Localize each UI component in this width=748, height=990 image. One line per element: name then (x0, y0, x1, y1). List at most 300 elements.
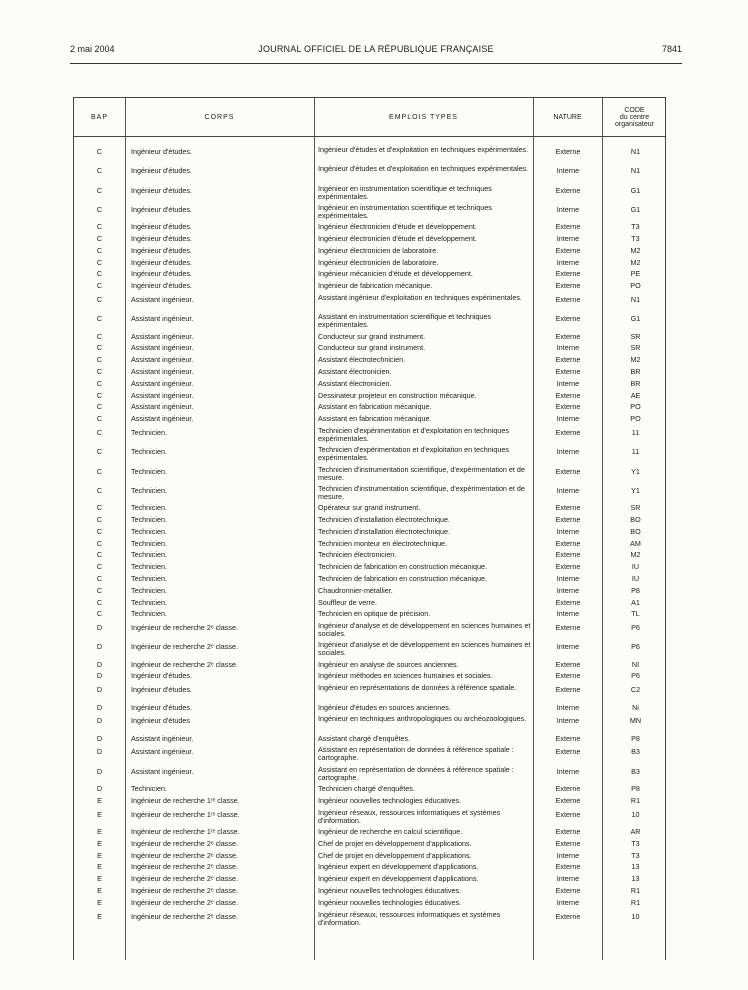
cell-corps: Ingénieur d'études (131, 716, 190, 726)
table-header (74, 98, 665, 137)
cell-nature: Externe (555, 503, 581, 513)
cell-bap: C (96, 466, 103, 476)
cell-corps: Assistant ingénieur. (131, 402, 194, 412)
cell-emploi-type: Assistant électrotechnicien. (318, 355, 406, 365)
cell-bap: C (96, 185, 103, 195)
cell-corps: Ingénieur d'études. (131, 185, 192, 195)
cell-bap: C (96, 414, 103, 424)
cell-emploi-type: Assistant chargé d'enquêtes. (318, 733, 411, 743)
cell-nature: Externe (555, 685, 581, 695)
cell-corps: Technicien. (131, 784, 167, 794)
header-emplois-types: EMPLOIS TYPES (389, 113, 458, 121)
cell-bap: E (97, 911, 102, 921)
cell-emploi-type: Ingénieur en instrumentation scientifique et techniques expérimentales. (318, 202, 492, 220)
cell-nature: Interne (556, 233, 580, 243)
cell-code: PO (630, 414, 641, 424)
cell-code: B3 (631, 766, 640, 776)
table-row (74, 294, 665, 313)
cell-bap: D (96, 733, 103, 743)
cell-bap: C (96, 485, 103, 495)
cell-emploi-type: Technicien d'instrumentation scientifique, d'expérimentation et de mesure. (318, 483, 525, 501)
cell-nature: Interne (556, 257, 580, 267)
cell-emploi-type: Assistant ingénieur d'exploitation en techniques expérimentales. (318, 292, 522, 302)
table-row (74, 684, 665, 703)
cell-bap: C (96, 402, 103, 412)
cell-code: P8 (631, 784, 640, 794)
cell-corps: Assistant ingénieur. (131, 766, 194, 776)
cell-corps: Ingénieur de recherche 1ʳᵉ classe. (131, 809, 240, 819)
cell-code: 13 (631, 862, 640, 872)
cell-bap: C (96, 233, 103, 243)
cell-emploi-type: Ingénieur en techniques anthropologiques ou archéozoologiques. (318, 714, 527, 724)
cell-nature: Externe (555, 331, 581, 341)
header-code-line3: organisateur (615, 120, 654, 128)
cell-nature: Externe (555, 784, 581, 794)
table-row (74, 466, 665, 485)
cell-nature: Externe (555, 671, 581, 681)
cell-code: P8 (631, 733, 640, 743)
cell-bap: C (96, 597, 103, 607)
page-number: 7841 (661, 44, 682, 54)
table-row (74, 828, 665, 840)
cell-bap: C (96, 447, 103, 457)
cell-code: G1 (630, 185, 641, 195)
cell-nature: Externe (555, 402, 581, 412)
cell-emploi-type: Ingénieur expert en développement d'applications. (318, 862, 479, 872)
cell-bap: C (96, 294, 103, 304)
header-rule (70, 63, 682, 64)
cell-emploi-type: Assistant électronicien. (318, 366, 392, 376)
cell-code: T3 (631, 233, 640, 243)
table-body (74, 146, 665, 930)
cell-code: B3 (631, 747, 640, 757)
header-code-line1: CODE (624, 106, 645, 114)
cell-emploi-type: Ingénieur de recherche en calcul scientifique. (318, 826, 463, 836)
cell-bap: C (96, 526, 103, 536)
cell-code: 10 (631, 809, 640, 819)
cell-code: BO (630, 514, 641, 524)
cell-nature: Externe (555, 911, 581, 921)
table-row (74, 809, 665, 828)
cell-bap: C (96, 245, 103, 255)
cell-code: IU (631, 573, 640, 583)
cell-emploi-type: Technicien d'installation électrotechnique. (318, 526, 451, 536)
cell-corps: Technicien. (131, 597, 167, 607)
cell-nature: Interne (556, 850, 580, 860)
cell-corps: Ingénieur de recherche 2ᵉ classe. (131, 897, 238, 907)
cell-corps: Ingénieur de recherche 2ᵉ classe. (131, 885, 238, 895)
cell-emploi-type: Chef de projet en développement d'applications. (318, 838, 472, 848)
cell-code: PO (630, 281, 641, 291)
cell-nature: Interne (556, 716, 580, 726)
cell-nature: Externe (555, 826, 581, 836)
cell-corps: Ingénieur de recherche 2ᵉ classe. (131, 659, 238, 669)
cell-bap: D (96, 642, 103, 652)
table-row (74, 641, 665, 660)
cell-nature: Externe (555, 623, 581, 633)
cell-nature: Externe (555, 390, 581, 400)
cell-bap: C (96, 257, 103, 267)
table-row (74, 146, 665, 165)
cell-corps: Ingénieur de recherche 2ᵉ classe. (131, 642, 238, 652)
cell-emploi-type: Technicien monteur en électrotechnique. (318, 538, 448, 548)
cell-code: P8 (631, 585, 640, 595)
cell-code: AE (630, 390, 641, 400)
cell-nature: Externe (555, 427, 581, 437)
cell-corps: Ingénieur d'études. (131, 281, 192, 291)
cell-bap: C (96, 343, 103, 353)
cell-corps: Assistant ingénieur. (131, 733, 194, 743)
cell-emploi-type: Ingénieur d'études et d'exploitation en techniques expérimentales. (318, 145, 529, 154)
cell-emploi-type: Ingénieur d'études et d'exploitation en techniques expérimentales. (318, 164, 529, 174)
cell-nature: Interne (556, 378, 580, 388)
cell-corps: Technicien. (131, 427, 167, 437)
cell-bap: E (97, 885, 102, 895)
cell-corps: Assistant ingénieur. (131, 747, 194, 757)
header-date: 2 mai 2004 (70, 44, 115, 54)
cell-emploi-type: Ingénieur de fabrication mécanique. (318, 281, 433, 291)
cell-emploi-type: Technicien de fabrication en construction mécanique. (318, 573, 488, 583)
table-row (74, 587, 665, 599)
cell-bap: D (96, 702, 103, 712)
cell-code: A1 (631, 597, 640, 607)
cell-emploi-type: Ingénieur nouvelles technologies éducatives. (318, 897, 462, 907)
cell-bap: C (96, 204, 103, 214)
header-bap: BAP (90, 113, 108, 121)
cell-emploi-type: Souffleur de verre. (318, 597, 377, 607)
cell-emploi-type: Technicien d'expérimentation et d'exploitation en techniques expérimentales. (318, 425, 509, 443)
cell-code: BR (630, 378, 641, 388)
cell-emploi-type: Ingénieur mécanicien d'étude et développement. (318, 269, 473, 279)
cell-nature: Interne (556, 485, 580, 495)
cell-code: N1 (630, 166, 641, 176)
cell-nature: Externe (555, 314, 581, 324)
cell-code: PO (630, 402, 641, 412)
cell-corps: Assistant ingénieur. (131, 314, 194, 324)
table-row (74, 427, 665, 446)
table-row (74, 185, 665, 204)
cell-code: N1 (630, 294, 641, 304)
cell-emploi-type: Ingénieur en instrumentation scientifique et techniques expérimentales. (318, 183, 492, 201)
cell-corps: Ingénieur de recherche 2ᵉ classe. (131, 862, 238, 872)
table-row (74, 911, 665, 930)
cell-corps: Ingénieur d'études. (131, 671, 192, 681)
cell-code: 11 (631, 447, 640, 457)
cell-nature: Interne (556, 874, 580, 884)
jobs-table (73, 97, 666, 960)
header-code-line2: du centre (619, 113, 650, 121)
cell-bap: C (96, 503, 103, 513)
table-row (74, 247, 665, 259)
cell-nature: Externe (555, 562, 581, 572)
cell-emploi-type: Assistant en fabrication mécanique. (318, 414, 432, 424)
cell-nature: Externe (555, 538, 581, 548)
cell-bap: E (97, 838, 102, 848)
cell-nature: Interne (556, 414, 580, 424)
cell-code: P6 (631, 623, 640, 633)
cell-nature: Interne (556, 897, 580, 907)
cell-corps: Ingénieur d'études. (131, 245, 192, 255)
table-row (74, 746, 665, 765)
cell-bap: E (97, 874, 102, 884)
cell-emploi-type: Ingénieur nouvelles technologies éducatives. (318, 795, 462, 805)
cell-nature: Externe (555, 294, 581, 304)
cell-bap: C (96, 166, 103, 176)
cell-bap: C (96, 314, 103, 324)
cell-emploi-type: Chaudronnier-métallier. (318, 585, 393, 595)
header-corps: CORPS (204, 113, 235, 121)
table-row (74, 380, 665, 392)
journal-title: JOURNAL OFFICIEL DE LA RÉPUBLIQUE FRANÇAISE (258, 44, 494, 54)
cell-emploi-type: Technicien en optique de précision. (318, 609, 431, 619)
cell-emploi-type: Conducteur sur grand instrument. (318, 331, 426, 341)
cell-nature: Externe (555, 733, 581, 743)
table-row (74, 516, 665, 528)
cell-corps: Ingénieur d'études. (131, 702, 192, 712)
cell-nature: Externe (555, 838, 581, 848)
cell-emploi-type: Ingénieur expert en développement d'applications. (318, 874, 479, 884)
cell-code: Y1 (631, 466, 640, 476)
cell-emploi-type: Ingénieur électronicien de laboratoire. (318, 245, 439, 255)
cell-bap: E (97, 826, 102, 836)
cell-bap: E (97, 795, 102, 805)
table-row (74, 575, 665, 587)
cell-emploi-type: Ingénieur d'études en sources anciennes. (318, 702, 451, 712)
cell-bap: C (96, 222, 103, 232)
cell-nature: Interne (556, 609, 580, 619)
cell-bap: D (96, 685, 103, 695)
cell-corps: Ingénieur d'études. (131, 257, 192, 267)
cell-code: IU (631, 562, 640, 572)
cell-code: G1 (630, 314, 641, 324)
cell-nature: Externe (555, 245, 581, 255)
cell-corps: Ingénieur de recherche 1ʳᵉ classe. (131, 795, 240, 805)
cell-bap: D (96, 659, 103, 669)
cell-corps: Assistant ingénieur. (131, 366, 194, 376)
cell-emploi-type: Dessinateur projeteur en construction mécanique. (318, 390, 477, 400)
cell-bap: C (96, 427, 103, 437)
cell-emploi-type: Ingénieur nouvelles technologies éducatives. (318, 885, 462, 895)
cell-emploi-type: Technicien d'installation électrotechnique. (318, 514, 451, 524)
table-row (74, 528, 665, 540)
cell-emploi-type: Ingénieur méthodes en sciences humaines et sociales. (318, 671, 493, 681)
cell-bap: C (96, 331, 103, 341)
cell-corps: Ingénieur d'études. (131, 269, 192, 279)
cell-code: SR (630, 503, 641, 513)
table-row (74, 887, 665, 899)
cell-nature: Externe (555, 659, 581, 669)
cell-emploi-type: Opérateur sur grand instrument. (318, 503, 421, 513)
table-row (74, 899, 665, 911)
cell-corps: Ingénieur de recherche 2ᵉ classe. (131, 623, 238, 633)
cell-nature: Externe (555, 185, 581, 195)
cell-nature: Externe (555, 366, 581, 376)
cell-nature: Externe (555, 795, 581, 805)
table-row (74, 446, 665, 465)
cell-corps: Technicien. (131, 538, 167, 548)
page-header (70, 44, 682, 58)
cell-bap: C (96, 550, 103, 560)
cell-emploi-type: Assistant en représentation de données à référence spatiale : cartographe. (318, 764, 514, 782)
cell-emploi-type: Ingénieur électronicien d'étude et développement. (318, 233, 477, 243)
cell-corps: Ingénieur de recherche 2ᵉ classe. (131, 874, 238, 884)
cell-emploi-type: Technicien de fabrication en construction mécanique. (318, 562, 488, 572)
cell-emploi-type: Technicien chargé d'enquêtes. (318, 784, 415, 794)
cell-code: M2 (630, 257, 641, 267)
cell-bap: D (96, 747, 103, 757)
table-row (74, 715, 665, 734)
cell-nature: Interne (556, 343, 580, 353)
cell-code: P6 (631, 642, 640, 652)
table-row (74, 840, 665, 852)
cell-bap: E (97, 809, 102, 819)
cell-bap: C (96, 562, 103, 572)
table-row (74, 622, 665, 641)
cell-emploi-type: Ingénieur en analyse de sources anciennes. (318, 659, 459, 669)
cell-bap: C (96, 147, 103, 156)
table-row (74, 485, 665, 504)
cell-nature: Interne (556, 585, 580, 595)
cell-nature: Externe (555, 550, 581, 560)
cell-corps: Assistant ingénieur. (131, 414, 194, 424)
cell-emploi-type: Technicien électronicien. (318, 550, 397, 560)
cell-code: 10 (631, 911, 640, 921)
cell-bap: C (96, 355, 103, 365)
cell-nature: Externe (555, 747, 581, 757)
cell-bap: E (97, 850, 102, 860)
cell-emploi-type: Ingénieur en représentations de données à référence spatiale. (318, 683, 517, 693)
cell-emploi-type: Ingénieur réseaux, ressources informatiques et systèmes d'information. (318, 807, 501, 825)
table-row (74, 368, 665, 380)
cell-corps: Assistant ingénieur. (131, 343, 194, 353)
cell-corps: Technicien. (131, 526, 167, 536)
cell-code: MN (629, 716, 642, 726)
cell-nature: Interne (556, 573, 580, 583)
cell-code: M2 (630, 550, 641, 560)
cell-nature: Externe (555, 809, 581, 819)
header-nature: NATURE (553, 113, 582, 121)
cell-corps: Technicien. (131, 503, 167, 513)
table-row (74, 204, 665, 223)
cell-emploi-type: Technicien d'expérimentation et d'exploitation en techniques expérimentales. (318, 445, 509, 463)
cell-corps: Ingénieur de recherche 2ᵉ classe. (131, 850, 238, 860)
cell-emploi-type: Assistant en instrumentation scientifique et techniques expérimentales. (318, 312, 491, 330)
table-row (74, 313, 665, 332)
cell-emploi-type: Ingénieur d'analyse et de développement en sciences humaines et sociales. (318, 621, 531, 639)
cell-bap: C (96, 585, 103, 595)
cell-bap: C (96, 609, 103, 619)
cell-code: PE (630, 269, 641, 279)
table-row (74, 766, 665, 785)
cell-bap: D (96, 784, 103, 794)
cell-nature: Externe (555, 147, 581, 156)
cell-corps: Technicien. (131, 447, 167, 457)
cell-code: 13 (631, 874, 640, 884)
cell-corps: Ingénieur de recherche 1ʳᵉ classe. (131, 826, 240, 836)
cell-emploi-type: Technicien d'instrumentation scientifique, d'expérimentation et de mesure. (318, 464, 525, 482)
cell-corps: Ingénieur de recherche 2ᵉ classe. (131, 838, 238, 848)
cell-nature: Interne (556, 642, 580, 652)
cell-emploi-type: Chef de projet en développement d'applications. (318, 850, 472, 860)
cell-code: C2 (630, 685, 641, 695)
cell-bap: D (96, 623, 103, 633)
cell-corps: Technicien. (131, 573, 167, 583)
cell-code: P6 (631, 671, 640, 681)
cell-code: R1 (630, 897, 641, 907)
cell-corps: Ingénieur d'études. (131, 233, 192, 243)
cell-nature: Interne (556, 204, 580, 214)
cell-corps: Technicien. (131, 514, 167, 524)
cell-code: BR (630, 366, 641, 376)
cell-code: NI (631, 659, 640, 669)
cell-emploi-type: Ingénieur électronicien d'étude et développement. (318, 222, 477, 232)
cell-code: Y1 (631, 485, 640, 495)
cell-corps: Ingénieur d'études. (131, 685, 192, 695)
cell-corps: Ingénieur d'études. (131, 147, 192, 156)
cell-corps: Ingénieur de recherche 2ᵉ classe. (131, 911, 238, 921)
cell-bap: C (96, 269, 103, 279)
cell-bap: C (96, 538, 103, 548)
cell-corps: Technicien. (131, 585, 167, 595)
cell-code: AR (630, 826, 641, 836)
cell-code: SR (630, 331, 641, 341)
cell-corps: Assistant ingénieur. (131, 294, 194, 304)
cell-nature: Externe (555, 597, 581, 607)
cell-bap: E (97, 897, 102, 907)
cell-corps: Technicien. (131, 609, 167, 619)
cell-emploi-type: Assistant en représentation de données à référence spatiale : cartographe. (318, 745, 514, 763)
cell-code: T3 (631, 838, 640, 848)
cell-corps: Assistant ingénieur. (131, 355, 194, 365)
cell-emploi-type: Assistant en fabrication mécanique. (318, 402, 432, 412)
cell-emploi-type: Ingénieur d'analyse et de développement en sciences humaines et sociales. (318, 640, 531, 658)
cell-corps: Technicien. (131, 550, 167, 560)
cell-bap: D (96, 671, 103, 681)
cell-code: M2 (630, 355, 641, 365)
cell-code: M2 (630, 245, 641, 255)
cell-corps: Assistant ingénieur. (131, 378, 194, 388)
cell-code: SR (630, 343, 641, 353)
cell-corps: Technicien. (131, 466, 167, 476)
cell-code: R1 (630, 885, 641, 895)
cell-code: R1 (630, 795, 641, 805)
cell-nature: Externe (555, 222, 581, 232)
cell-bap: C (96, 514, 103, 524)
cell-bap: C (96, 573, 103, 583)
cell-emploi-type: Assistant électronicien. (318, 378, 392, 388)
cell-emploi-type: Ingénieur électronicien de laboratoire. (318, 257, 439, 267)
cell-emploi-type: Ingénieur réseaux, ressources informatiques et systèmes d'information. (318, 909, 501, 927)
cell-code: AM (630, 538, 641, 548)
cell-nature: Interne (556, 447, 580, 457)
cell-code: T3 (631, 222, 640, 232)
cell-bap: E (97, 862, 102, 872)
cell-bap: C (96, 378, 103, 388)
cell-nature: Externe (555, 269, 581, 279)
cell-bap: C (96, 281, 103, 291)
cell-corps: Ingénieur d'études. (131, 222, 192, 232)
cell-nature: Externe (555, 466, 581, 476)
header-code (602, 98, 667, 136)
table-row (74, 165, 665, 184)
cell-code: Ni (632, 702, 639, 712)
cell-code: TL (631, 609, 640, 619)
cell-nature: Externe (555, 355, 581, 365)
cell-nature: Externe (555, 862, 581, 872)
cell-bap: D (96, 716, 103, 726)
cell-corps: Technicien. (131, 485, 167, 495)
cell-nature: Interne (556, 526, 580, 536)
